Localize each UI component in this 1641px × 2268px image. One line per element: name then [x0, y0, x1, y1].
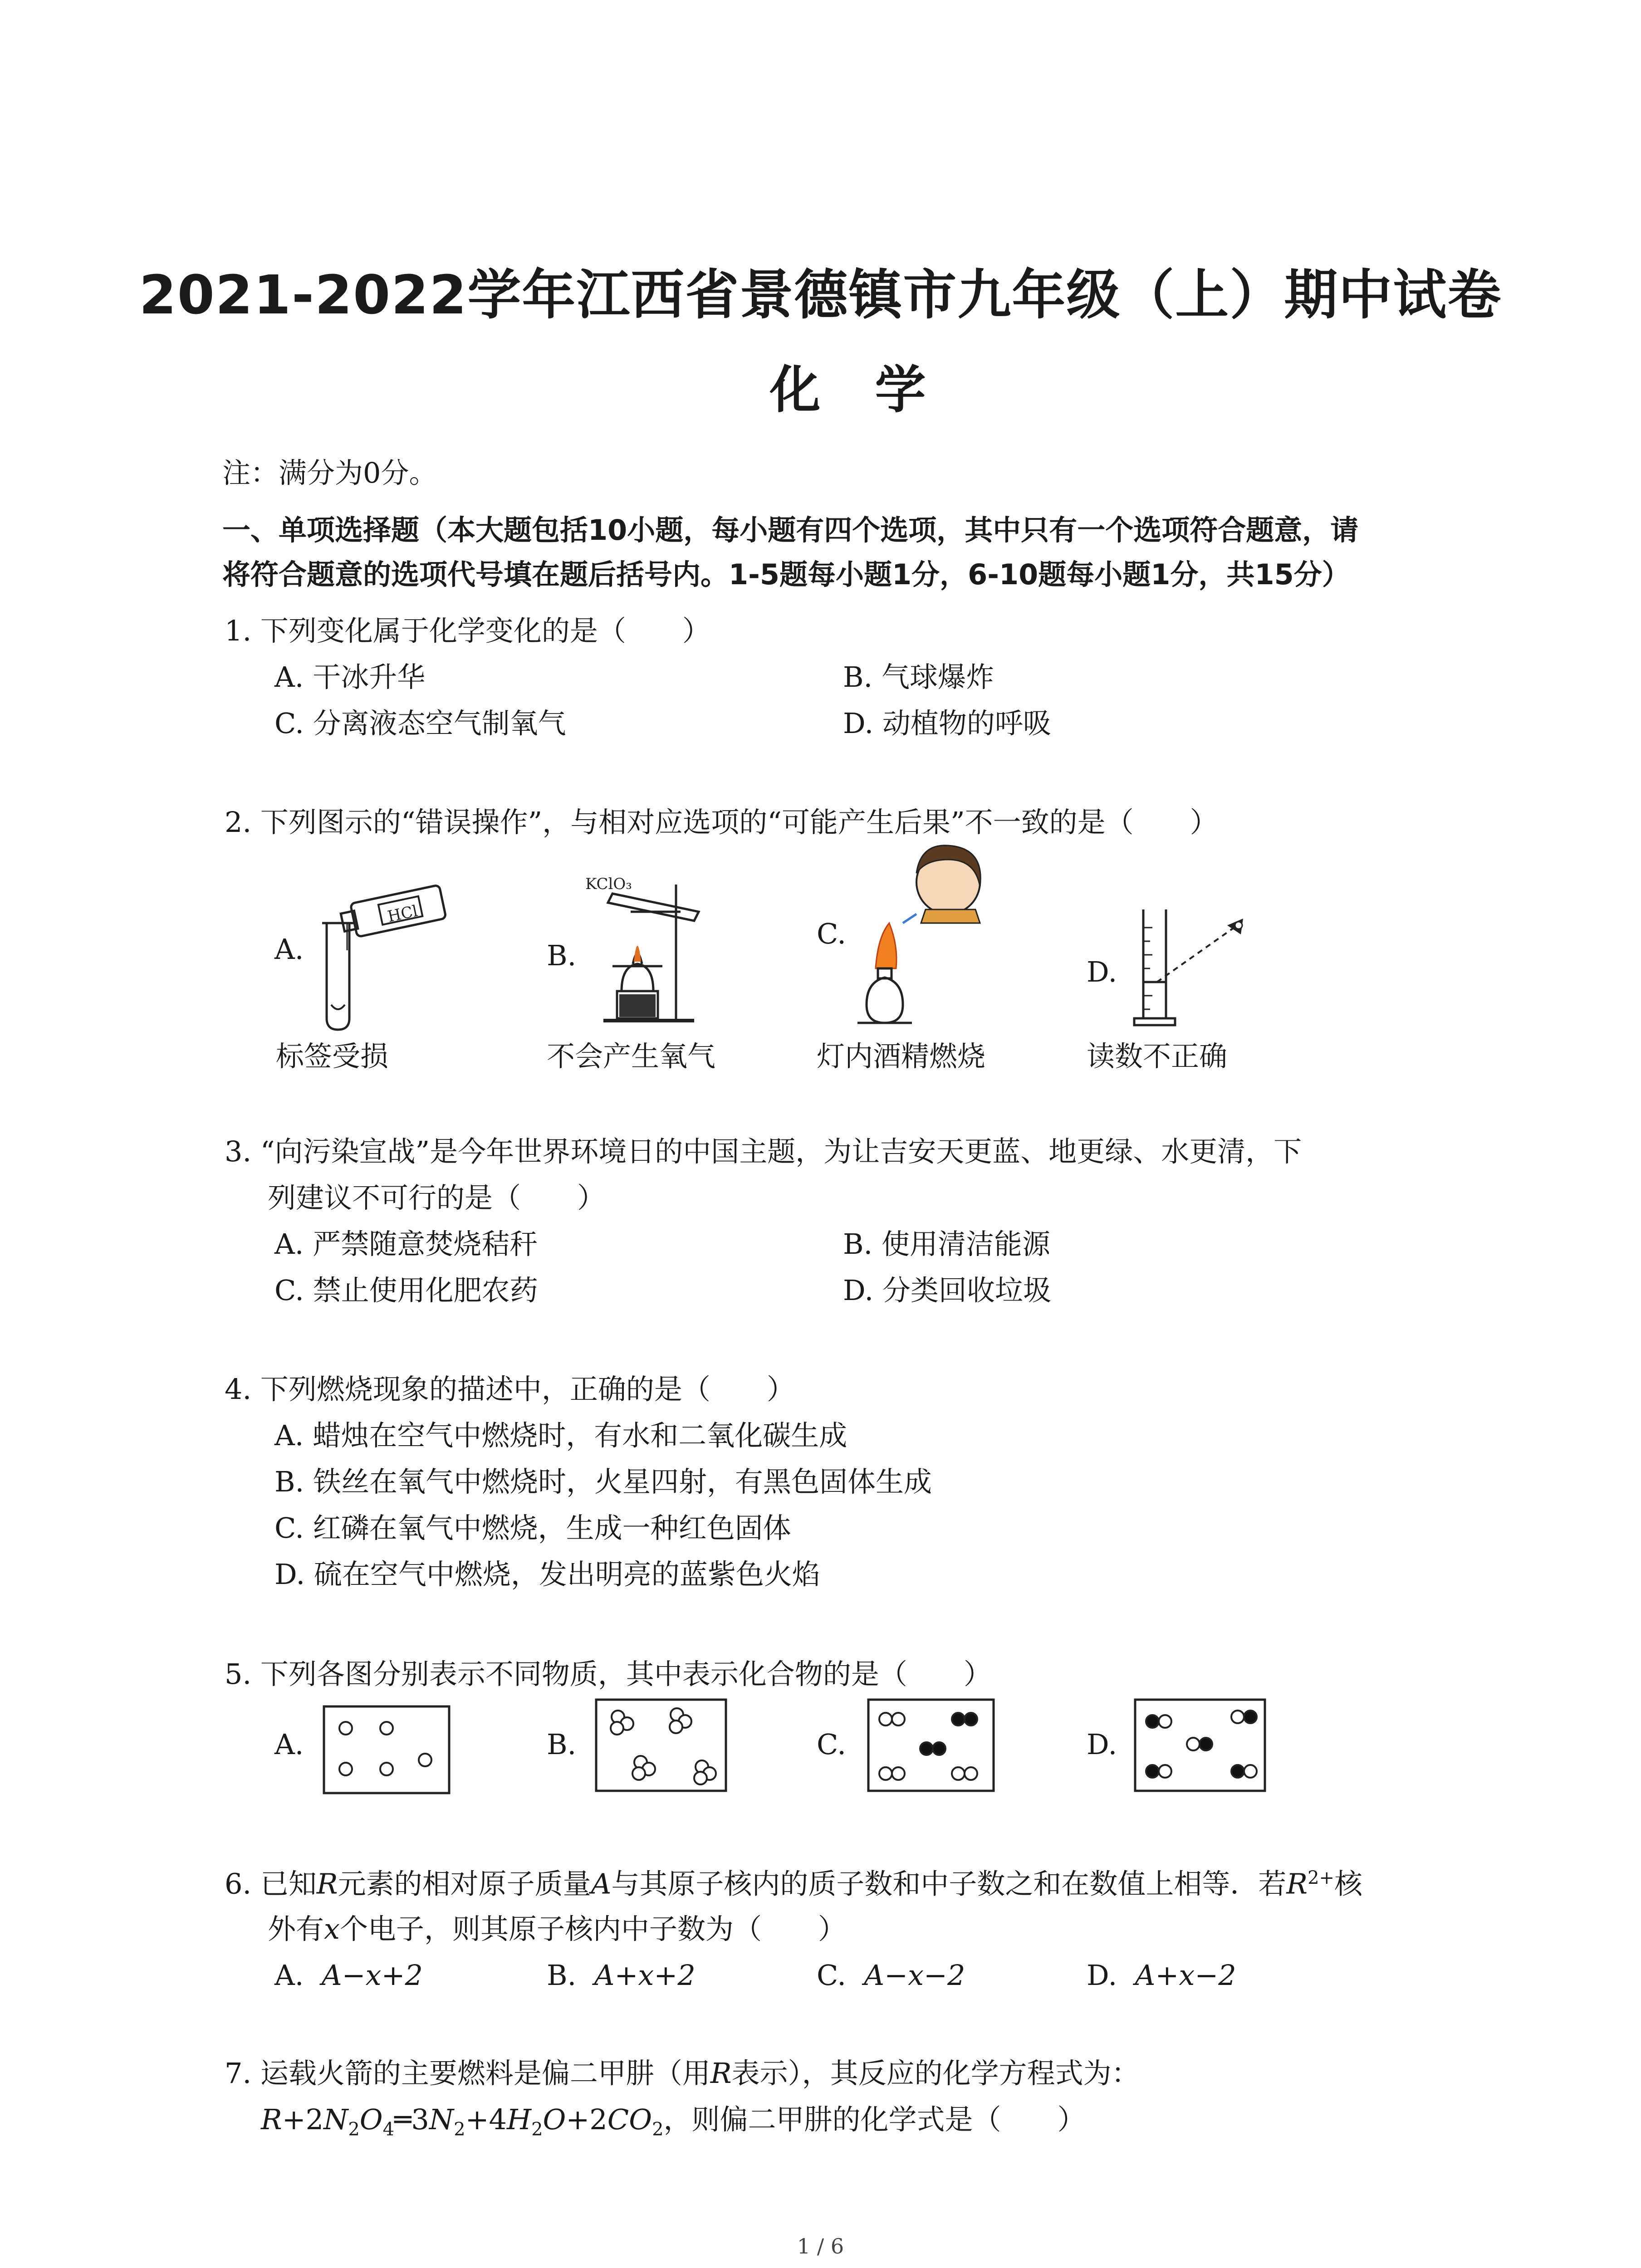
q1-stem: 1. 下列变化属于化学变化的是（ ） [225, 614, 710, 647]
q2-caption-d: 读数不正确 [1087, 1040, 1228, 1073]
q7-stem-line1: 7. 运载火箭的主要燃料是偏二甲肼（用R表示），其反应的化学方程式为： [225, 2057, 1140, 2090]
q3-stem-line1: 3. “向污染宣战”是今年世界环境日的中国主题，为让吉安天更蓝、地更绿、水更清，下 [225, 1135, 1302, 1168]
q1-option-d: D. 动植物的呼吸 [843, 707, 1051, 740]
section-heading-line2: 将符合题意的选项代号填在题后括号内。1-5题每小题1分，6-10题每小题1分，共15分） [222, 558, 1350, 591]
q5-label-b: B. [547, 1728, 577, 1761]
q5-label-d: D. [1087, 1728, 1117, 1761]
q2-label-c: C. [817, 917, 846, 950]
q5-stem: 5. 下列各图分别表示不同物质，其中表示化合物的是（ ） [225, 1657, 992, 1691]
q2-label-a: A. [274, 933, 304, 966]
q3-option-d: D. 分类回收垃圾 [843, 1274, 1051, 1307]
q5-box-d [1134, 1699, 1266, 1792]
q2-figure-d [1125, 900, 1261, 1036]
q1-option-b: B. 气球爆炸 [843, 660, 994, 694]
hcl-bottle-label: HCl [386, 902, 420, 926]
q6-stem-line1: 6. 已知R元素的相对原子质量A与其原子核内的质子数和中子数之和在数值上相等．若$R^{2+}$核 [225, 1867, 1363, 1901]
score-note: 注：满分为0分。 [222, 456, 437, 489]
q2-label-d: D. [1087, 955, 1117, 988]
q4-option-b: B. 铁丝在氧气中燃烧时，火星四射，有黑色固体生成 [274, 1465, 932, 1498]
q2-caption-b: 不会产生氧气 [547, 1040, 716, 1073]
q5-box-a [323, 1706, 450, 1794]
q2-figure-b [585, 875, 749, 1030]
q2-figure-a [309, 869, 454, 1032]
q5-box-c [867, 1699, 994, 1792]
q5-label-a: A. [274, 1728, 304, 1761]
q5-box-b [595, 1699, 727, 1792]
q2-figure-c [848, 832, 1021, 1032]
q3-option-c: C. 禁止使用化肥农药 [274, 1274, 538, 1307]
q2-label-b: B. [547, 939, 577, 972]
q4-option-c: C. 红磷在氧气中燃烧，生成一种红色固体 [274, 1511, 791, 1545]
q2-stem: 2. 下列图示的“错误操作”，与相对应选项的“可能产生后果”不一致的是（ ） [225, 806, 1218, 839]
q1-option-c: C. 分离液态空气制氧气 [274, 707, 566, 740]
section-heading-line1: 一、单项选择题（本大题包括10小题，每小题有四个选项，其中只有一个选项符合题意，请 [222, 513, 1359, 547]
q6-stem-line2: 外有x个电子，则其原子核内中子数为（ ） [268, 1912, 846, 1945]
q1-option-a: A. 干冰升华 [274, 660, 426, 694]
q5-label-c: C. [817, 1728, 846, 1761]
q3-option-a: A. 严禁随意焚烧秸秆 [274, 1227, 538, 1261]
page-title: 2021-2022学年江西省景德镇市九年级（上）期中试卷 [139, 264, 1502, 326]
q3-stem-line2: 列建议不可行的是（ ） [268, 1181, 606, 1214]
q6-option-d: D. A+x−2 [1087, 1959, 1236, 1992]
q3-option-b: B. 使用清洁能源 [843, 1227, 1050, 1261]
q6-option-b: B. A+x+2 [547, 1959, 696, 1992]
q2-caption-c: 灯内酒精燃烧 [817, 1040, 986, 1073]
q7-equation: $R+2N_2O_4═3N_2+4H_2O+2CO_2$，则偏二甲肼的化学式是（ ） [261, 2103, 1086, 2140]
q6-option-c: C. A−x−2 [817, 1959, 965, 1992]
kclo3-label: KClO₃ [585, 875, 632, 893]
q6-option-a: A. A−x+2 [274, 1959, 423, 1992]
q2-caption-a: 标签受损 [276, 1040, 389, 1073]
subject-title: 化学 [769, 361, 980, 420]
q4-option-d: D. 硫在空气中燃烧，发出明亮的蓝紫色火焰 [274, 1558, 820, 1591]
q4-stem: 4. 下列燃烧现象的描述中，正确的是（ ） [225, 1373, 795, 1406]
page-number: 1 / 6 [797, 2234, 844, 2258]
q4-option-a: A. 蜡烛在空气中燃烧时，有水和二氧化碳生成 [274, 1419, 847, 1452]
